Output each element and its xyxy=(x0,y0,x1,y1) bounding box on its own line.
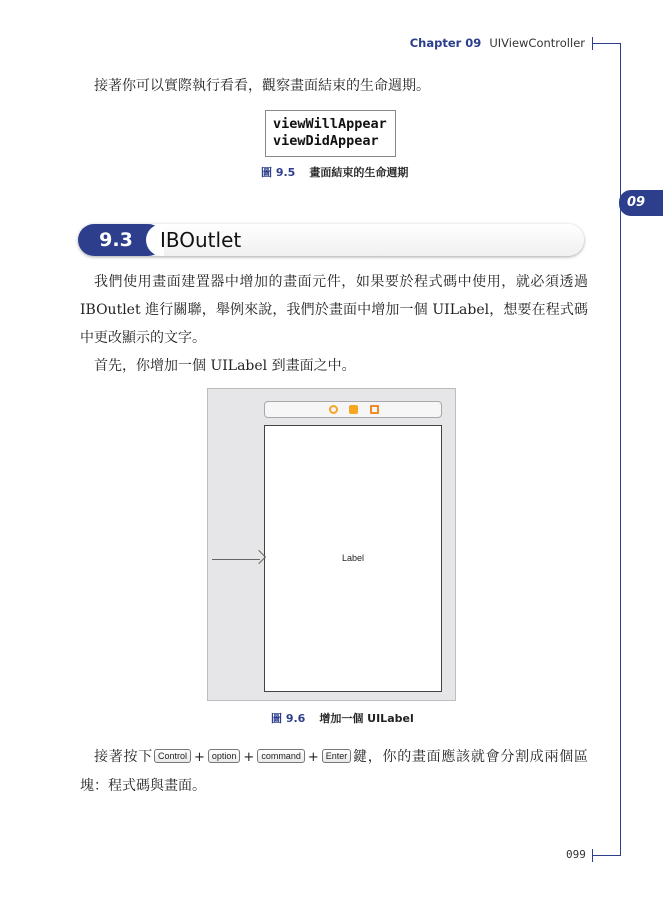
page-number: 099 xyxy=(566,848,586,861)
paragraph-4 xyxy=(80,743,588,800)
code-line-1: viewWillAppear xyxy=(273,116,387,132)
plus-sign: + xyxy=(193,750,205,765)
section-title: IBOutlet xyxy=(160,228,242,252)
figure-title: 畫面結束的生命週期 xyxy=(309,166,409,179)
margin-rule xyxy=(620,43,621,855)
para4-tail: 鍵，你的畫面應該就會分割成兩個區塊：程式碼與畫面。 xyxy=(80,749,589,794)
option-key: option xyxy=(208,749,241,763)
footer-rule-tick xyxy=(592,849,593,862)
view-controller-icon[interactable] xyxy=(329,405,338,414)
header-rule xyxy=(592,43,621,44)
uilabel-element[interactable]: Label xyxy=(341,553,365,563)
paragraph-2: 我們使用畫面建置器中增加的畫面元件，如果要於程式碼中使用，就必須透過 IBOutlet 進行關聯，舉例來說，我們於畫面中增加一個 UILabel，想要在程式碼中更改顯示的文字。 xyxy=(80,274,588,346)
figure-caption-9-5 xyxy=(261,164,408,180)
chapter-label: Chapter 09 xyxy=(409,36,482,50)
plus-sign: + xyxy=(243,750,255,765)
control-key: Control xyxy=(154,749,191,763)
first-responder-icon[interactable] xyxy=(349,405,358,414)
para4-lead: 接著按下 xyxy=(94,749,153,765)
footer-rule xyxy=(592,855,621,856)
console-output-box xyxy=(265,110,396,157)
command-key: command xyxy=(257,749,305,763)
figure-title: 增加一個 UILabel xyxy=(319,712,414,725)
figure-number: 圖 9.6 xyxy=(271,712,306,725)
running-header xyxy=(410,36,585,50)
initial-arrow-icon xyxy=(212,559,260,560)
chapter-subtitle: UIViewController xyxy=(489,36,585,50)
figure-caption-9-6 xyxy=(271,710,414,726)
plus-sign: + xyxy=(307,750,319,765)
enter-key: Enter xyxy=(322,749,352,763)
code-line-2: viewDidAppear xyxy=(273,133,379,149)
paragraph-1: 接著你可以實際執行看看，觀察畫面結束的生命週期。 xyxy=(94,78,430,94)
chapter-side-tab: 09 xyxy=(619,190,663,216)
paragraph-3: 首先，你增加一個 UILabel 到畫面之中。 xyxy=(94,358,356,374)
exit-icon[interactable] xyxy=(370,405,379,414)
section-number: 9.3 xyxy=(78,224,164,256)
figure-number: 圖 9.5 xyxy=(261,166,296,179)
